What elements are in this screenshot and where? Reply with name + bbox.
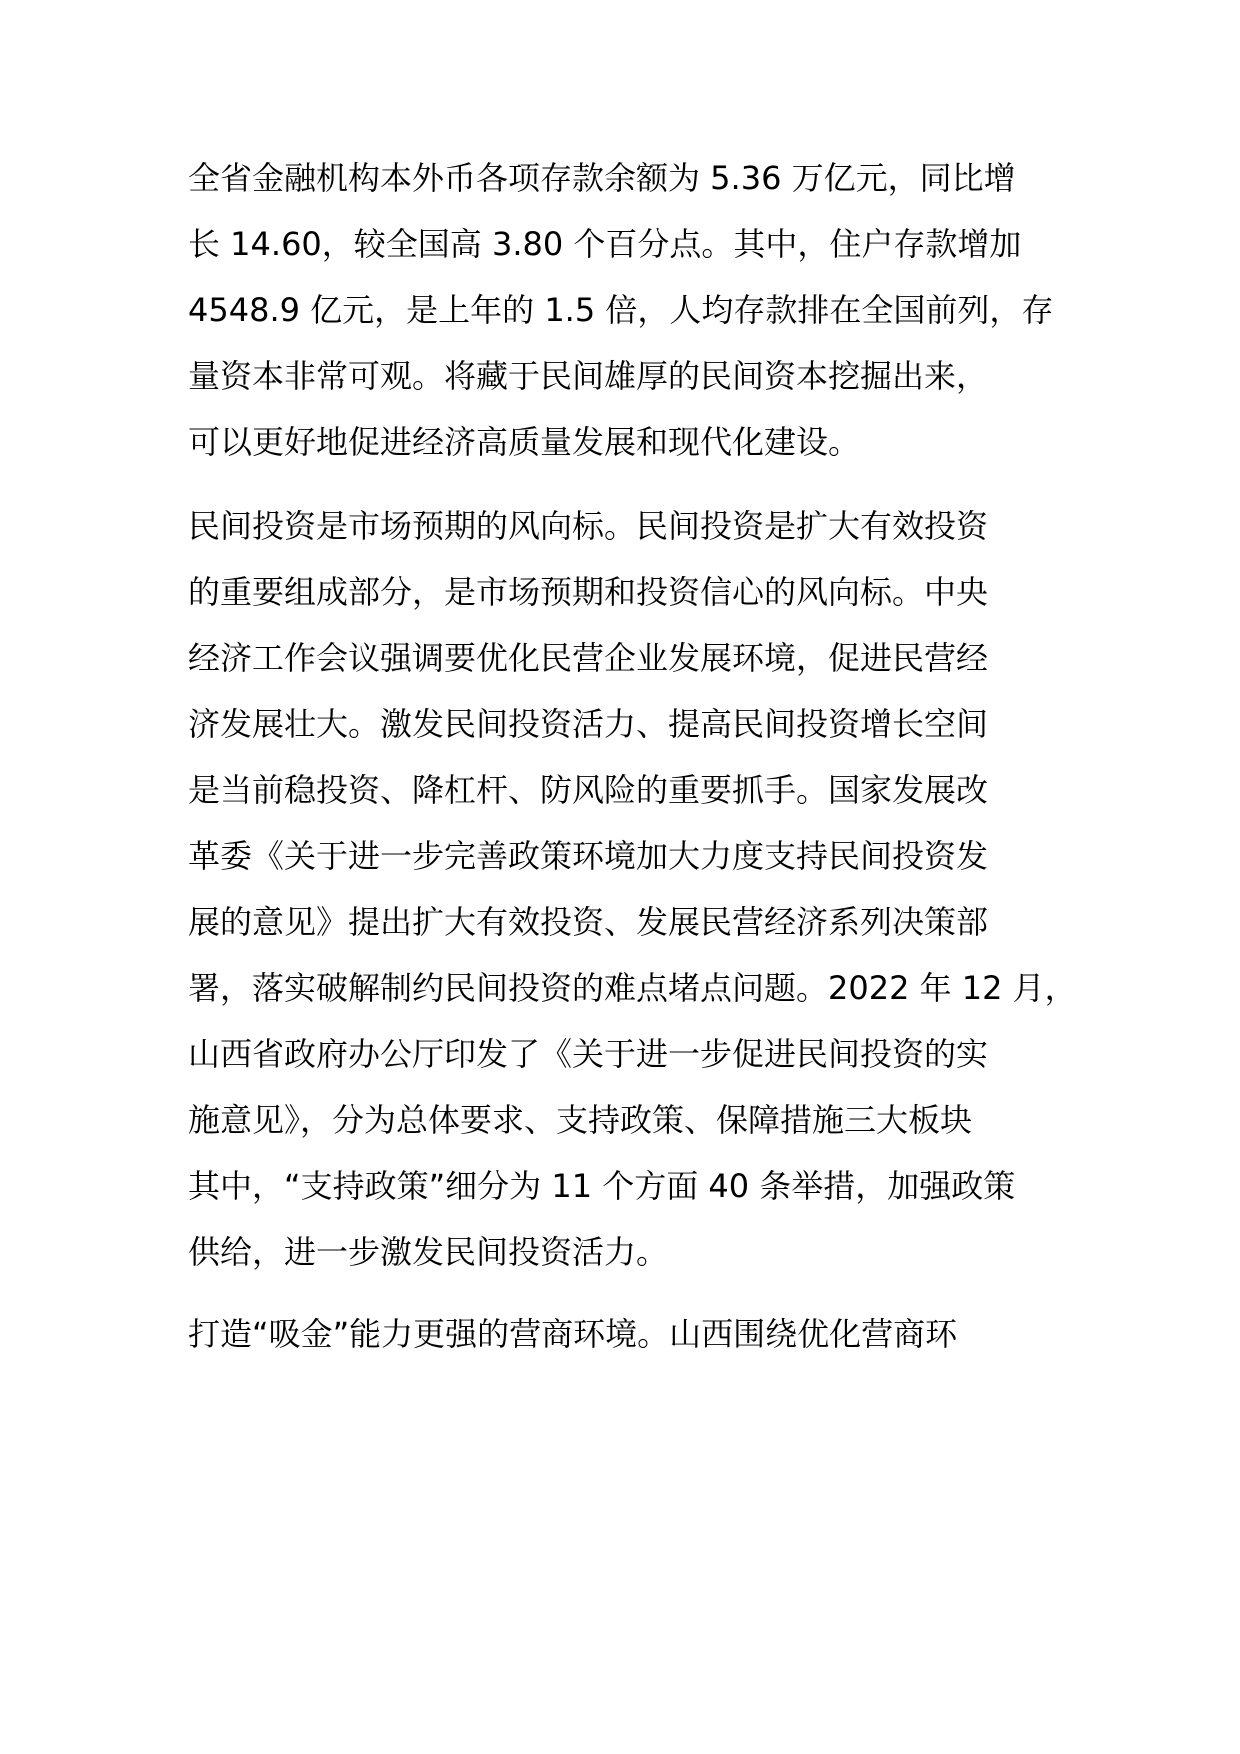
paragraph-line: 经济工作会议强调要优化民营企业发展环境，促进民营经	[188, 639, 989, 677]
paragraph-deposits	[188, 158, 1058, 478]
paragraph-line: 可以更好地促进经济高质量发展和现代化建设。	[188, 423, 861, 461]
paragraph-line: 是当前稳投资、降杠杆、防风险的重要抓手。国家发展改	[188, 771, 989, 809]
paragraph-line: 其中，“支持政策”细分为 11 个方面 40 条举措，加强政策	[188, 1167, 1016, 1205]
paragraph-line: 的重要组成部分，是市场预期和投资信心的风向标。中央	[188, 573, 989, 611]
paragraph-line: 量资本非常可观。将藏于民间雄厚的民间资本挖掘出来，	[188, 357, 989, 395]
paragraph-line: 长 14.60，较全国高 3.80 个百分点。其中，住户存款增加	[188, 225, 1022, 263]
paragraph-line: 打造“吸金”能力更强的营商环境。山西围绕优化营商环	[188, 1315, 958, 1353]
paragraph-line: 署，落实破解制约民间投资的难点堵点问题。2022 年 12 月，	[188, 969, 1077, 1007]
paragraph-line: 民间投资是市场预期的风向标。民间投资是扩大有效投资	[188, 507, 989, 545]
paragraph-line: 施意见》，分为总体要求、支持政策、保障措施三大板块	[188, 1101, 973, 1139]
paragraph-line: 供给，进一步激发民间投资活力。	[188, 1233, 669, 1271]
paragraph-line: 全省金融机构本外币各项存款余额为 5.36 万亿元，同比增	[188, 159, 1016, 197]
paragraph-private-investment	[188, 506, 1077, 1286]
paragraph-line: 4548.9 亿元，是上年的 1.5 倍，人均存款排在全国前列，存	[188, 291, 1054, 329]
paragraph-line: 革委《关于进一步完善政策环境加大力度支持民间投资发	[188, 837, 989, 875]
paragraph-business-environment	[188, 1314, 1058, 1374]
paragraph-line: 济发展壮大。激发民间投资活力、提高民间投资增长空间	[188, 705, 989, 743]
paragraph-line: 山西省政府办公厅印发了《关于进一步促进民间投资的实	[188, 1035, 989, 1073]
paragraph-line: 展的意见》提出扩大有效投资、发展民营经济系列决策部	[188, 903, 989, 941]
